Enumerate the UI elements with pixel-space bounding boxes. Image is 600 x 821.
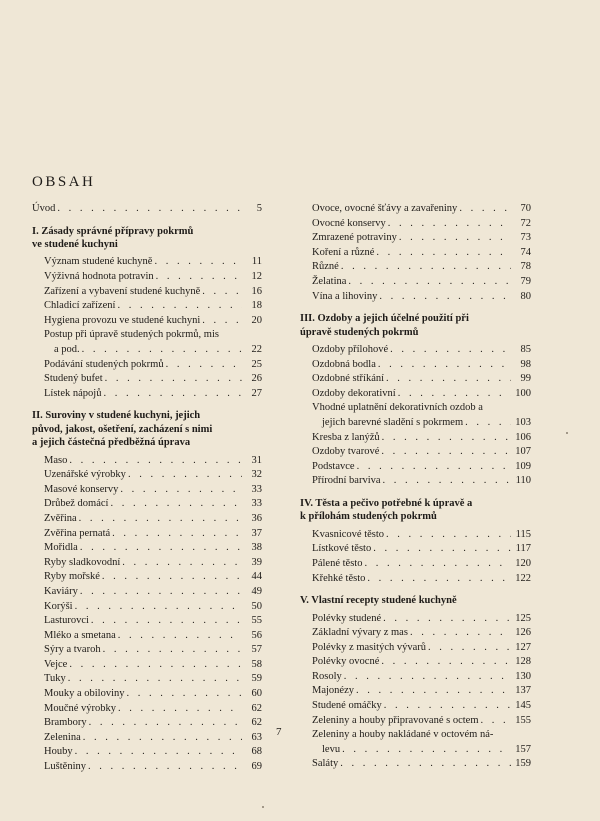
toc-entry: Lasturovci . . . 55 [32, 614, 262, 629]
section-heading: IV. Těsta a pečivo potřebné k úpravě a k přílohám studených pokrmů [300, 497, 473, 523]
toc-entry: Přírodní barviva . . . 110 [300, 474, 531, 489]
toc-entry: Chladicí zařízení . . . 18 [32, 299, 262, 314]
toc-entry: Tuky . . . 59 [32, 672, 262, 687]
toc-entry: Podstavce . . . 109 [300, 460, 531, 475]
toc-entry: Luštěniny . . . 69 [32, 760, 262, 775]
toc-entry: Brambory . . . 62 [32, 716, 262, 731]
toc-entry: Mléko a smetana . . . 56 [32, 629, 262, 644]
toc-entry: Zeleniny a houby připravované s octem . . . 155 [300, 714, 531, 729]
toc-entry: Zvěřina . . . 36 [32, 512, 262, 527]
toc-entry: Majonézy . . . 137 [300, 684, 531, 699]
toc-entry: Hygiena provozu ve studené kuchyni . . . 20 [32, 314, 262, 329]
toc-entry: Korýši . . . 50 [32, 600, 262, 615]
paper-speck [566, 432, 568, 434]
contents-title: OBSAH [32, 174, 96, 190]
section-heading: II. Suroviny v studené kuchyni, jejich původ, jakost, ošetření, zacházení s nimi a jejich částečná předběžná úprava [32, 410, 213, 449]
toc-entry: Maso . . . 31 [32, 454, 262, 469]
toc-entry: Moučné výrobky . . . 62 [32, 702, 262, 717]
toc-entry: Studený bufet . . . 26 [32, 372, 262, 387]
toc-entry: Drůbež domácí . . . 33 [32, 497, 262, 512]
toc-entry: Kvasnicové těsto . . . 115 [300, 528, 531, 543]
toc-entry-multiline: Vhodné uplatnění dekorativních ozdob a jejich barevné sladění s pokrmem . . . 103 [300, 401, 531, 430]
toc-entry: Vejce . . . 58 [32, 658, 262, 673]
section-heading: III. Ozdoby a jejich účelné použití při úpravě studených pokrmů [300, 313, 469, 338]
toc-entry: Uzenářské výrobky . . . 32 [32, 468, 262, 483]
toc-entry: Mořidla . . . 38 [32, 541, 262, 556]
toc-entry: Ozdoby přílohové . . . 85 [300, 343, 531, 358]
section-heading: I. Zásady správné přípravy pokrmů ve studené kuchyni [32, 225, 194, 250]
toc-entry: Ozdobná bodla . . . 98 [300, 358, 531, 373]
toc-entry: Polévky studené . . . 125 [300, 612, 531, 627]
toc-entry: Koření a různé . . . 74 [300, 246, 531, 261]
toc-entry: Ozdoby tvarové . . . 107 [300, 445, 531, 460]
toc-entry: Houby . . . 68 [32, 745, 262, 760]
toc-entry: Kaviáry . . . 49 [32, 585, 262, 600]
toc-entry: Význam studené kuchyně . . . 11 [32, 255, 262, 270]
section-heading: V. Vlastní recepty studené kuchyně [300, 595, 457, 607]
toc-entry: Zvěřina pernatá . . . 37 [32, 527, 262, 542]
toc-entry: Výživná hodnota potravin . . . 12 [32, 270, 262, 285]
toc-entry: Kresba z lanýžů . . . 106 [300, 431, 531, 446]
toc-entry: Mouky a obiloviny . . . 60 [32, 687, 262, 702]
toc-entry: Lístkové těsto . . . 117 [300, 542, 531, 557]
toc-entry: Polévky z masitých vývarů . . . 127 [300, 641, 531, 656]
toc-entry: Saláty . . . 159 [300, 757, 531, 772]
toc-entry: Zařízení a vybavení studené kuchyně . . . 16 [32, 285, 262, 300]
toc-entry: Podávání studených pokrmů . . . 25 [32, 358, 262, 373]
toc-entry: Ozdobné stříkání . . . 99 [300, 372, 531, 387]
toc-entry: Zelenina . . . 63 [32, 731, 262, 746]
toc-entry: Různé . . . 78 [300, 260, 531, 275]
toc-entry: Ryby mořské . . . 44 [32, 570, 262, 585]
toc-column-right [300, 202, 531, 772]
toc-column-left [32, 202, 262, 775]
toc-entry: Ovocné konservy . . . 72 [300, 217, 531, 232]
toc-entry: Ozdoby dekorativní . . . 100 [300, 387, 531, 402]
toc-entry-multiline: Postup při úpravě studených pokrmů, mis a pod. . . . 22 [32, 328, 262, 357]
toc-entry: Rosoly . . . 130 [300, 670, 531, 685]
toc-entry: Základní vývary z mas . . . 126 [300, 626, 531, 641]
toc-entry: Masové konservy . . . 33 [32, 483, 262, 498]
toc-entry: Ovoce, ovocné šťávy a zavařeniny . . . 70 [300, 202, 531, 217]
toc-entry: Želatina . . . 79 [300, 275, 531, 290]
toc-entry: Ryby sladkovodní . . . 39 [32, 556, 262, 571]
toc-entry: Zmrazené potraviny . . . 73 [300, 231, 531, 246]
toc-entry: Křehké těsto . . . 122 [300, 572, 531, 587]
paper-speck [262, 806, 264, 808]
toc-entry: Sýry a tvaroh . . . 57 [32, 643, 262, 658]
toc-entry: Polévky ovocné . . . 128 [300, 655, 531, 670]
toc-entry: Pálené těsto . . . 120 [300, 557, 531, 572]
page-number: 7 [276, 726, 282, 738]
toc-entry: Lístek nápojů . . . 27 [32, 387, 262, 402]
toc-entry: Studené omáčky . . . 145 [300, 699, 531, 714]
toc-entry: Úvod . . . 5 [32, 202, 262, 217]
toc-entry-multiline: Zeleniny a houby nakládané v octovém ná- levu . . . 157 [300, 728, 531, 757]
toc-entry: Vína a lihoviny . . . 80 [300, 290, 531, 305]
